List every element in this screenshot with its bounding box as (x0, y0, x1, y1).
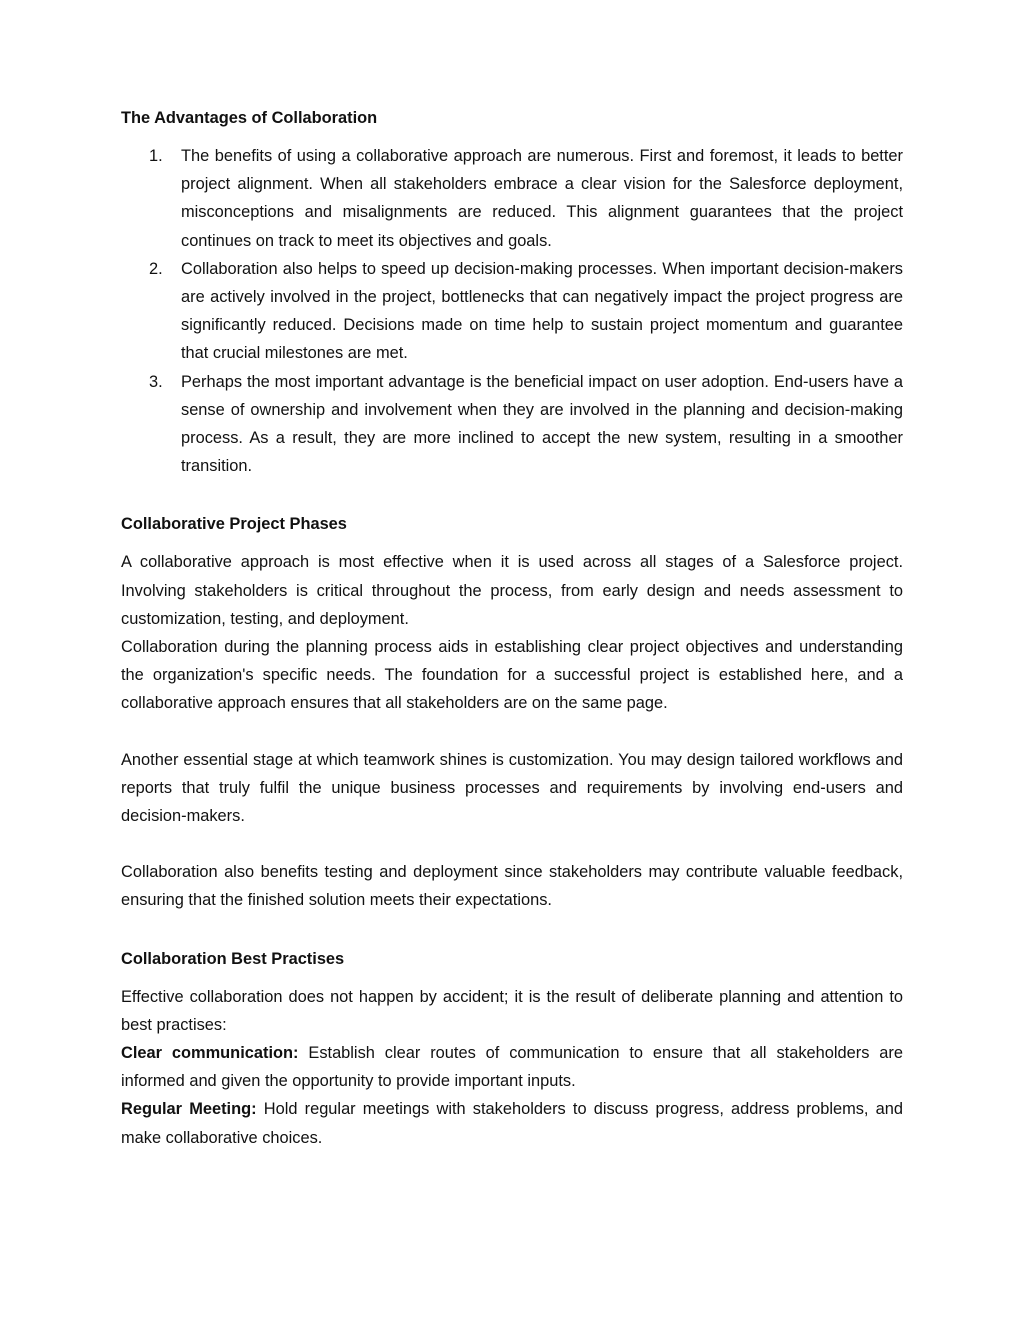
list-item-number: 3. (149, 372, 163, 391)
list-item (121, 142, 903, 255)
list-item-text: The benefits of using a collaborative approach are numerous. First and foremost, it leads to better project alignment. When all stakeholders embrace a clear vision for the Salesforce deployment, misconceptions and misalignments are reduced. This alignment guarantees that the project continues on track to meet its objectives and goals. (181, 147, 903, 250)
practice-item (121, 1095, 903, 1151)
paragraph: Collaboration during the planning process aids in establishing clear project objectives and understanding the organization's specific needs. The foundation for a successful project is established here, and a collaborative approach ensures that all stakeholders are on the same page. (121, 638, 903, 713)
practice-text: Establish clear routes of communication to ensure that all stakeholders are informed and given the opportunity to provide important inputs. (121, 1044, 903, 1091)
section-heading-phases: Collaborative Project Phases (121, 515, 347, 534)
list-item-number: 2. (149, 259, 163, 278)
paragraph: Another essential stage at which teamwork shines is customization. You may design tailored workflows and reports that truly fulfil the unique business processes and requirements by involving end-users and decision-makers. (121, 750, 903, 826)
list-item (121, 368, 903, 481)
list-item-text: Perhaps the most important advantage is the beneficial impact on user adoption. End-users have a sense of ownership and involvement when they are involved in the planning and decision-making process. As a result, they are more inclined to accept the new system, resulting in a smoother transition. (181, 372, 903, 476)
paragraph: Effective collaboration does not happen by accident; it is the result of deliberate planning and attention to best practises: (121, 987, 903, 1034)
practice-label: Clear communication: (121, 1044, 299, 1063)
practice-label: Regular Meeting: (121, 1100, 257, 1119)
practice-item (121, 1039, 903, 1095)
section-heading-advantages: The Advantages of Collaboration (121, 109, 378, 127)
paragraph: A collaborative approach is most effective when it is used across all stages of a Salesforce project. Involving stakeholders is critical throughout the process, from early design and needs assessment to customization, testing, and deployment. (121, 553, 903, 628)
section-heading-best-practises: Collaboration Best Practises (121, 949, 345, 968)
list-item-text: Collaboration also helps to speed up decision-making processes. When important decision-makers are actively involved in the project, bottlenecks that can negatively impact the project progress are significantly reduced. Decisions made on time help to sustain project momentum and guarantee that crucial milestones are met. (181, 259, 903, 363)
practice-text: Hold regular meetings with stakeholders to discuss progress, address problems, and make collaborative choices. (121, 1100, 903, 1147)
paragraph: Collaboration also benefits testing and deployment since stakeholders may contribute valuable feedback, ensuring that the finished solution meets their expectations. (121, 863, 903, 910)
list-item (121, 255, 903, 368)
advantages-list (121, 142, 903, 480)
document-page (121, 104, 903, 1152)
list-item-number: 1. (149, 147, 163, 165)
